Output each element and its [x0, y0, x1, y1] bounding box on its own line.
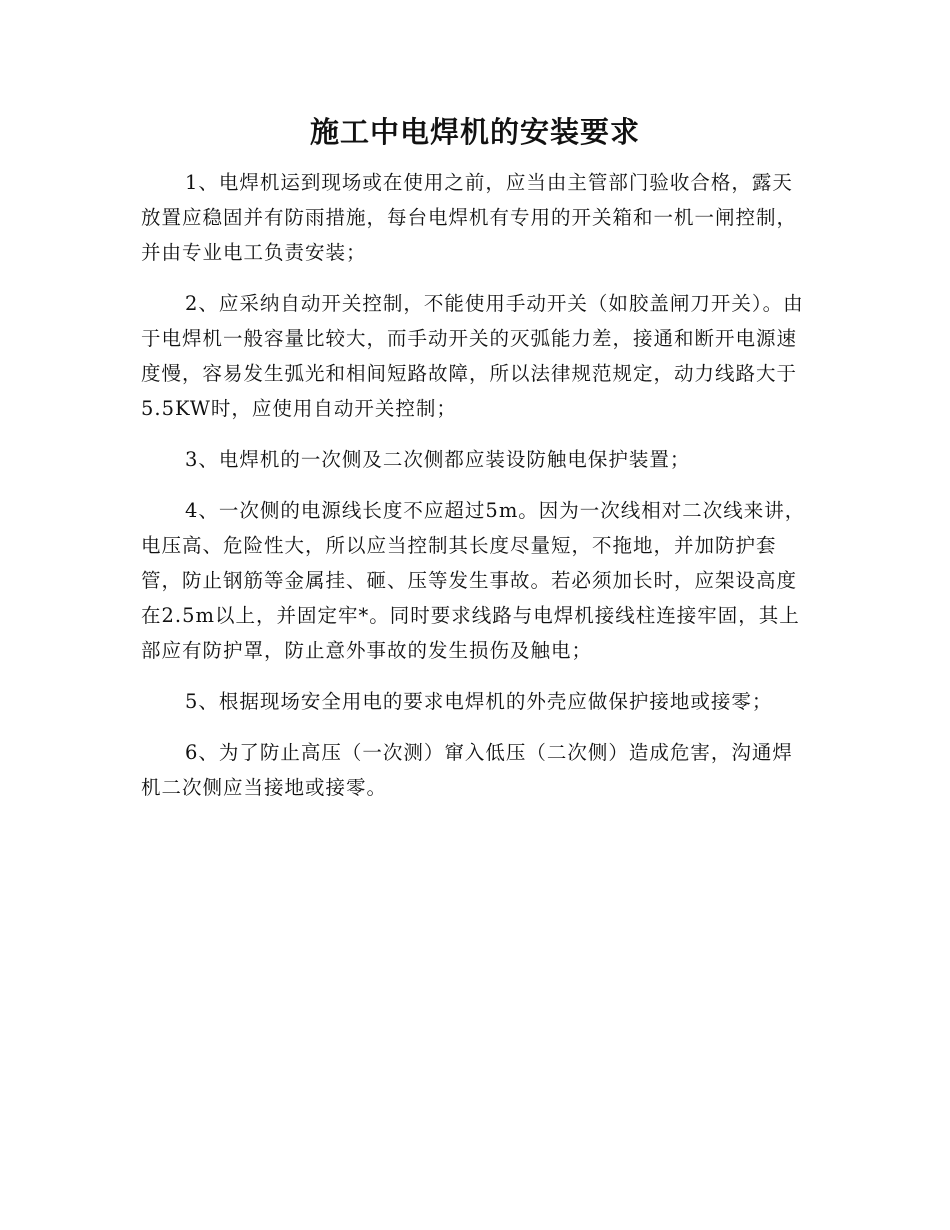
document-body: [141, 165, 806, 821]
paragraph-5: 5、根据现场安全用电的要求电焊机的外壳应做保护接地或接零；: [185, 690, 773, 713]
paragraph-3: 3、电焊机的一次侧及二次侧都应装设防触电保护装置；: [185, 448, 691, 471]
paragraph-4: 4、一次侧的电源线长度不应超过5m。因为一次线相对二次线来讲，电压高、危险性大，所以应当控制其长度尽量短，不拖地，并加防护套管，防止钢筋等金属挂、砸、压等发生事故。若必须加长时，应架设高度在2.5m以上，并固定牢*。同时要求线路与电焊机接线柱连接牢固，其上部应有防护罩，防止意外事故的发生损伤及触电；: [141, 499, 806, 662]
document-title: 施工中电焊机的安装要求: [309, 115, 640, 149]
paragraph-2: 2、应采纳自动开关控制，不能使用手动开关（如胶盖闸刀开关）。由于电焊机一般容量比较大，而手动开关的灭弧能力差，接通和断开电源速度慢，容易发生弧光和相间短路故障，所以法律规范规定，动力线路大于5.5KW时，应使用自动开关控制；: [141, 292, 804, 420]
paragraph-1: 1、电焊机运到现场或在使用之前，应当由主管部门验收合格，露天放置应稳固并有防雨措施，每台电焊机有专用的开关箱和一机一闸控制，并由专业电工负责安装；: [141, 171, 798, 264]
paragraph-6: 6、为了防止高压（一次测）窜入低压（二次侧）造成危害，沟通焊机二次侧应当接地或接零。: [141, 741, 793, 799]
